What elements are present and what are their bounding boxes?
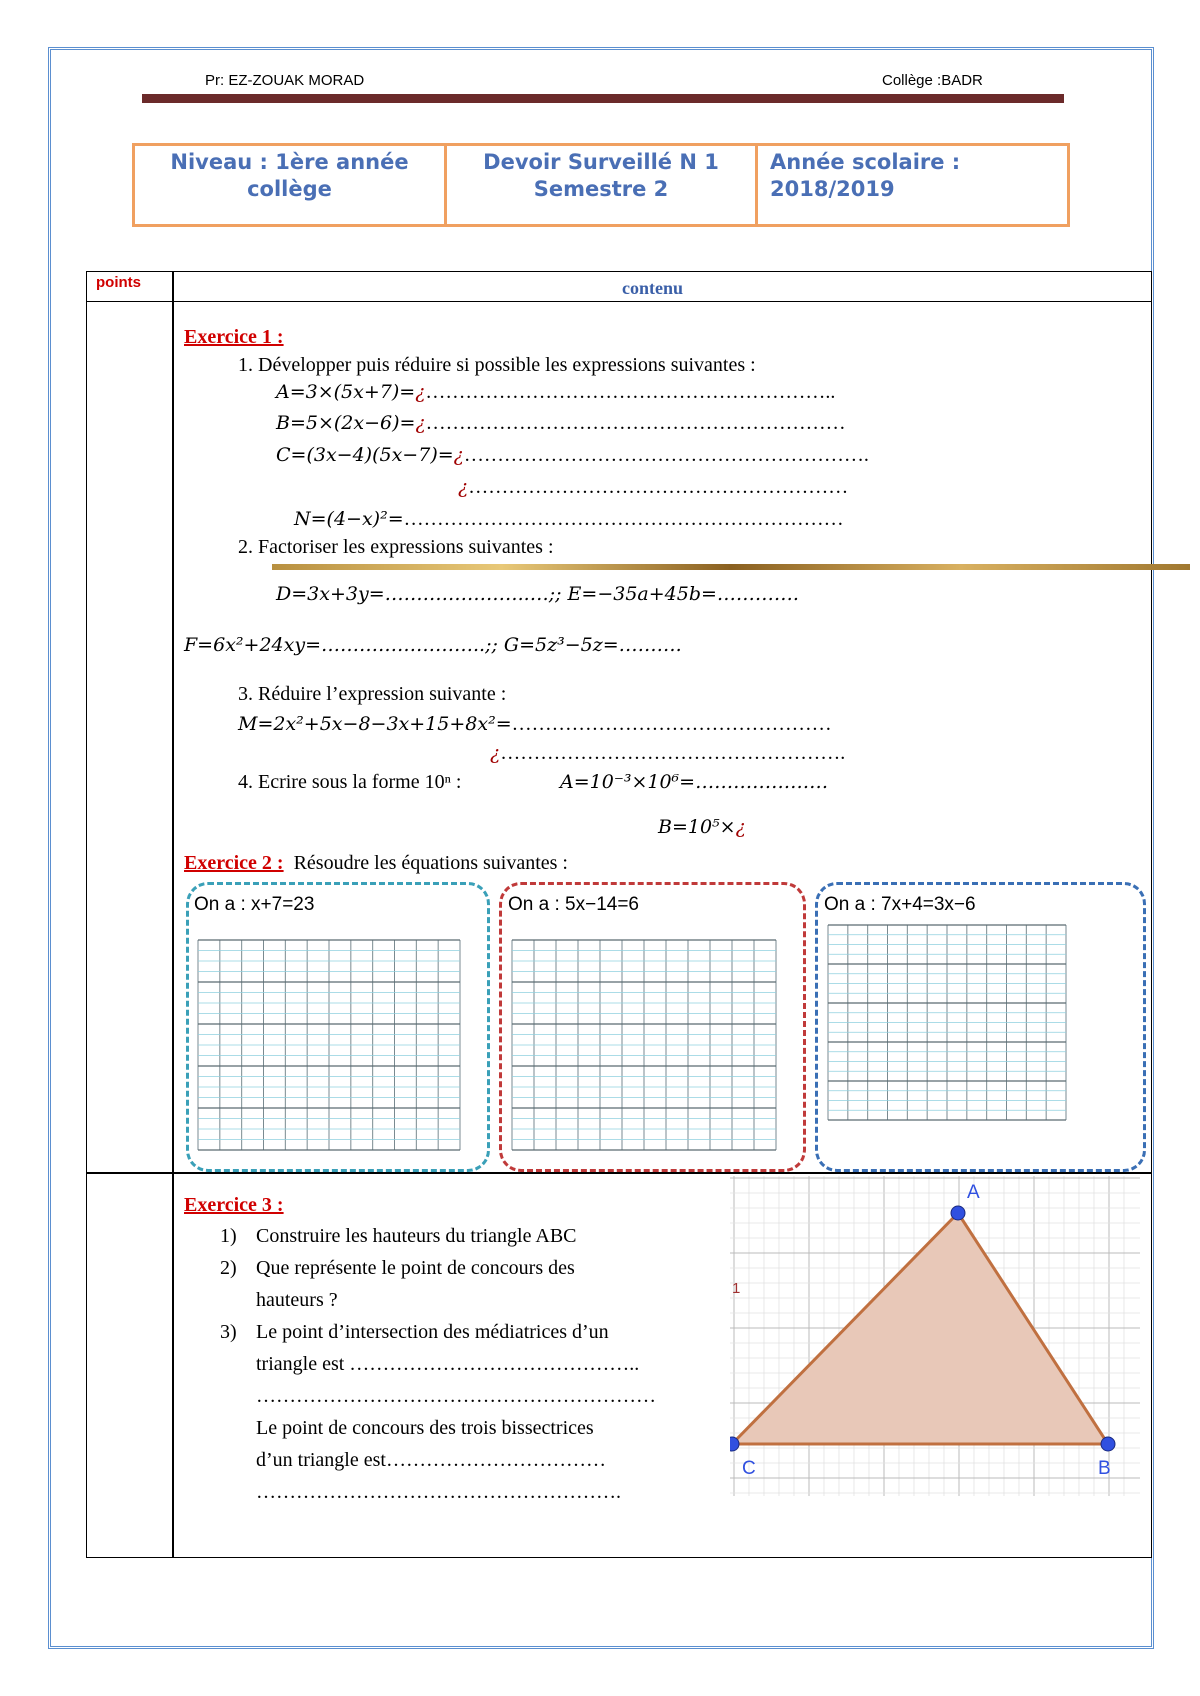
ex3-q3e: d’un triangle est…………………………… <box>256 1449 606 1471</box>
exercise3-title: Exercice 3 : <box>184 1194 284 1216</box>
expr-m-continuation: ¿……………………………………………. <box>490 742 846 764</box>
exam-line1: Devoir Surveillé N 1 <box>483 150 719 174</box>
equation-2: On a : 5x−14=6 <box>508 894 639 915</box>
college-name: Collège :BADR <box>882 72 983 89</box>
expr-m: M=2x²+5x−8−3x+15+8x²=………………………………………… <box>238 713 832 735</box>
ex3-q3b: triangle est …………………………………….. <box>256 1353 640 1375</box>
ex3-q3-num: 3) <box>220 1321 237 1343</box>
axis-unit-label: 1 <box>732 1280 741 1297</box>
vertex-c-point[interactable] <box>730 1437 739 1451</box>
year-line1: Année scolaire : <box>770 150 961 174</box>
ex1-q4: 4. Ecrire sous la forme 10ⁿ : <box>238 771 462 793</box>
exercise2-heading: Exercice 2 : Résoudre les équations suivantes : <box>184 852 568 874</box>
equation-3: On a : 7x+4=3x−6 <box>824 894 976 915</box>
expr-n: N=(4−x)²=………………………………………………………… <box>294 508 844 530</box>
answer-grid-3[interactable] <box>828 925 1066 1120</box>
level-line2: collège <box>247 177 332 201</box>
ex3-q2a: Que représente le point de concours des <box>256 1257 575 1279</box>
expr-b: B=5×(2x−6)=¿……………………………………………………… <box>276 412 846 434</box>
expr-d-e: D=3x+3y=…………………..…;; E=−35a+45b=…………. <box>276 583 799 605</box>
vertex-b-label: B <box>1098 1458 1111 1479</box>
year-line2: 2018/2019 <box>770 177 895 201</box>
ex3-q2-num: 2) <box>220 1257 237 1279</box>
answer-grid-1[interactable] <box>198 940 460 1150</box>
expr-b4: B=10⁵×¿ <box>658 816 746 838</box>
vertex-a-point[interactable] <box>951 1206 965 1220</box>
ex3-q2b: hauteurs ? <box>256 1289 338 1311</box>
vertex-c-label: C <box>742 1458 756 1479</box>
ex1-q3: 3. Réduire l’expression suivante : <box>238 683 507 705</box>
exercise1-title: Exercice 1 : <box>184 326 284 348</box>
ex3-q3f: ………………………………………………. <box>256 1481 621 1503</box>
exam-line2: Semestre 2 <box>533 177 669 201</box>
expr-f-g: F=6x²+24xy=……………………..;; G=5z³−5z=………. <box>184 634 682 656</box>
level-line1: Niveau : 1ère année <box>170 150 409 174</box>
answer-grid-2[interactable] <box>512 940 776 1150</box>
teacher-name: Pr: EZ-ZOUAK MORAD <box>205 72 365 89</box>
expr-a: A=3×(5x+7)=¿…………………………………………………….. <box>276 381 836 403</box>
equation-1: On a : x+7=23 <box>194 894 315 915</box>
expr-c-continuation: ¿………………………………………………… <box>458 476 849 498</box>
expr-a4: A=10⁻³×10⁶=………………… <box>560 771 829 793</box>
ex3-q3d: Le point de concours des trois bissectrices <box>256 1417 594 1439</box>
ex3-q1-num: 1) <box>220 1225 237 1247</box>
ex1-q2: 2. Factoriser les expressions suivantes : <box>238 536 554 558</box>
ex1-q1: 1. Développer puis réduire si possible les expressions suivantes : <box>238 354 756 376</box>
contenu-header: contenu <box>622 278 684 298</box>
vertex-b-point[interactable] <box>1101 1437 1115 1451</box>
points-header: points <box>96 274 141 291</box>
triangle-figure <box>730 1176 1140 1496</box>
ex3-q1: Construire les hauteurs du triangle ABC <box>256 1225 577 1247</box>
ex3-q3a: Le point d’intersection des médiatrices d’un <box>256 1321 609 1343</box>
expr-c: C=(3x−4)(5x−7)=¿……………………………………………………. <box>276 444 869 466</box>
ex3-q3c: …………………………………………………… <box>256 1385 656 1407</box>
vertex-a-label: A <box>967 1182 980 1203</box>
